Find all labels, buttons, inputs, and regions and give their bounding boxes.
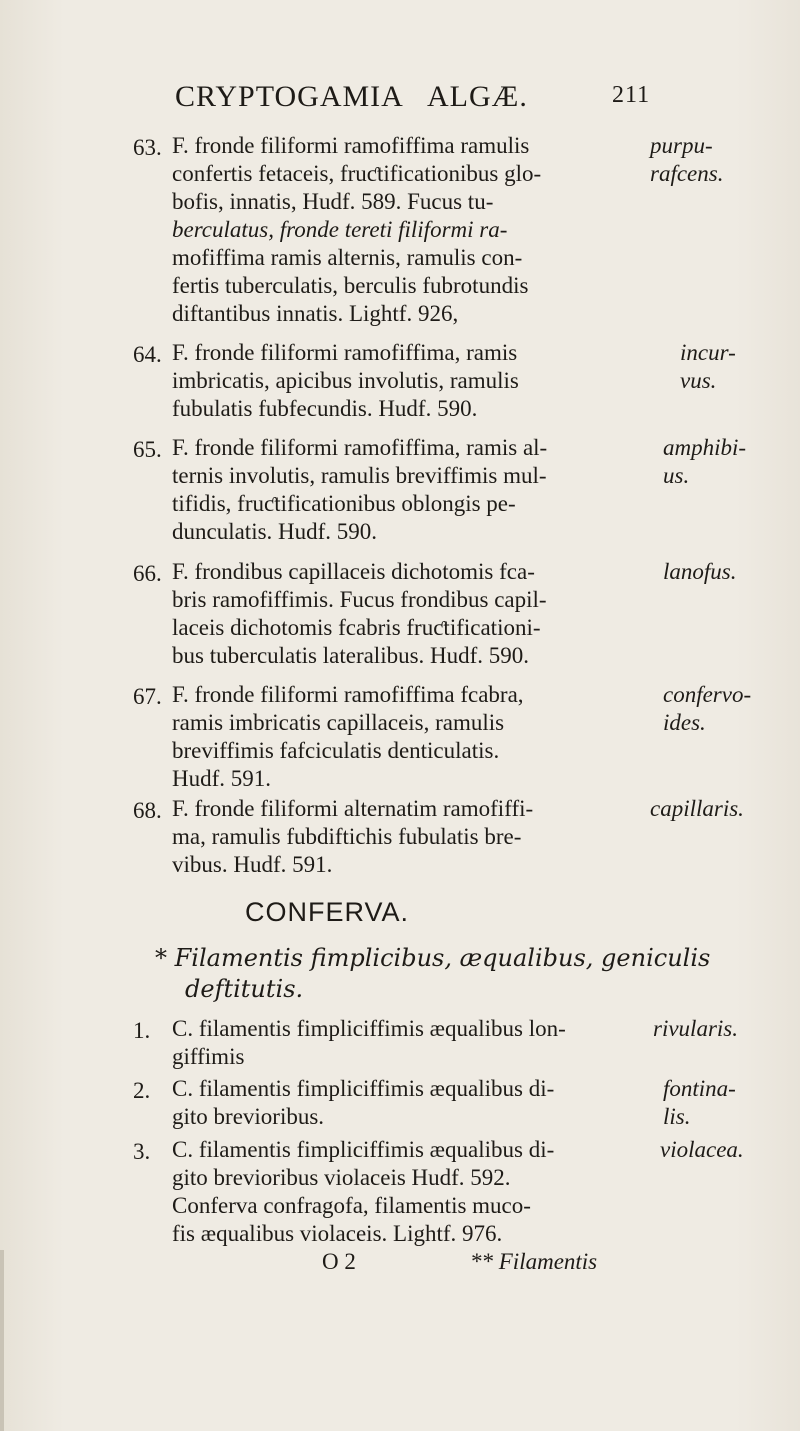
entry-number: 67. <box>133 684 162 709</box>
entry-line: giffimis <box>172 1044 245 1069</box>
entry-line: F. fronde filiformi ramofiffima, ramis <box>172 340 518 365</box>
scan-edge-shadow <box>0 1250 4 1431</box>
entry-number: 2. <box>133 1078 151 1103</box>
entry-line: F. fronde filiformi alternatim ramofiffi- <box>172 796 534 821</box>
entry-line: F. fronde filiformi ramofiffima fcabra, <box>172 682 524 707</box>
entry-number: 64. <box>133 342 162 367</box>
entry-line: gito brevioribus violaceis Hudf. 592. <box>172 1165 511 1190</box>
entry-line: ternis involutis, ramulis breviffimis mul- <box>172 463 547 488</box>
entry-line: F. frondibus capillaceis dichotomis fca- <box>172 559 535 584</box>
entry-line: fubulatis fubfecundis. Hudf. 590. <box>172 396 478 421</box>
entry-line: C. filamentis fimpliciffimis æqualibus di- <box>172 1076 555 1101</box>
entry-line: bofis, innatis, Hudf. 589. Fucus tu- <box>172 189 494 214</box>
species-name: us. <box>663 463 690 488</box>
entry-line: fertis tuberculatis, berculis fubrotundis <box>172 273 529 298</box>
subheading-line: deftitutis. <box>185 975 304 1003</box>
entry-number: 63. <box>133 135 162 160</box>
species-name: vus. <box>680 368 717 393</box>
signature-mark: O 2 <box>322 1249 356 1274</box>
entry-line: bris ramofiffimis. Fucus frondibus capil- <box>172 587 547 612</box>
subheading-line: * Filamentis fimplicibus, æqualibus, geniculis <box>155 944 711 972</box>
entry-line: C. filamentis fimpliciffimis æqualibus di- <box>172 1137 555 1162</box>
entry-number: 3. <box>133 1139 151 1164</box>
page-number: 211 <box>612 82 651 108</box>
entry-line: dunculatis. Hudf. 590. <box>172 519 378 544</box>
species-name: ides. <box>663 710 706 735</box>
entry-line: F. fronde filiformi ramofiffima ramulis <box>172 133 530 158</box>
species-name: purpu- <box>650 133 713 158</box>
species-name: lis. <box>663 1104 691 1129</box>
entry-number: 66. <box>133 561 162 586</box>
section-title: CONFERVA. <box>245 897 410 927</box>
entry-line: imbricatis, apicibus involutis, ramulis <box>172 368 519 393</box>
header-title: CRYPTOGAMIA <box>175 80 404 113</box>
entry-number: 68. <box>133 798 162 823</box>
entry-line: diftantibus innatis. Lightf. 926, <box>172 301 459 326</box>
entry-line: tifidis, fruƈtificationibus oblongis pe- <box>172 491 516 516</box>
entry-line: breviffimis fafciculatis denticulatis. <box>172 738 500 763</box>
species-name: confervo- <box>663 682 752 707</box>
entry-line: gito brevioribus. <box>172 1104 325 1129</box>
entry-line: C. filamentis fimpliciffimis æqualibus lon- <box>172 1016 566 1041</box>
entry-line: Hudf. 591. <box>172 766 272 791</box>
entry-line: F. fronde filiformi ramofiffima, ramis al- <box>172 435 548 460</box>
header-subtitle: ALGÆ. <box>427 80 528 113</box>
entry-line: confertis fetaceis, fruƈtificationibus glo- <box>172 161 542 186</box>
species-name: fontina- <box>663 1076 736 1101</box>
entry-line: mofiffima ramis alternis, ramulis con- <box>172 245 523 270</box>
species-name: rafcens. <box>650 161 724 186</box>
entry-number: 65. <box>133 437 162 462</box>
entry-line: laceis dichotomis fcabris fruƈtificationi- <box>172 615 541 640</box>
entry-line: fis æqualibus violaceis. Lightf. 976. <box>172 1221 503 1246</box>
entry-line: Conferva confragofa, filamentis muco- <box>172 1193 531 1218</box>
species-name: capillaris. <box>650 796 744 821</box>
species-name: amphibi- <box>663 435 747 460</box>
species-name: violacea. <box>660 1137 744 1162</box>
entry-number: 1. <box>133 1018 151 1043</box>
species-name: lanofus. <box>663 559 737 584</box>
entry-line: berculatus, fronde tereti filiformi ra- <box>172 217 508 242</box>
species-name: rivularis. <box>653 1016 738 1041</box>
entry-line: ramis imbricatis capillaceis, ramulis <box>172 710 505 735</box>
entry-line: vibus. Hudf. 591. <box>172 852 333 877</box>
catchword: ** Filamentis <box>470 1249 598 1274</box>
entry-line: ma, ramulis fubdiftichis fubulatis bre- <box>172 824 522 849</box>
species-name: incur- <box>680 340 736 365</box>
entry-line: bus tuberculatis lateralibus. Hudf. 590. <box>172 643 530 668</box>
